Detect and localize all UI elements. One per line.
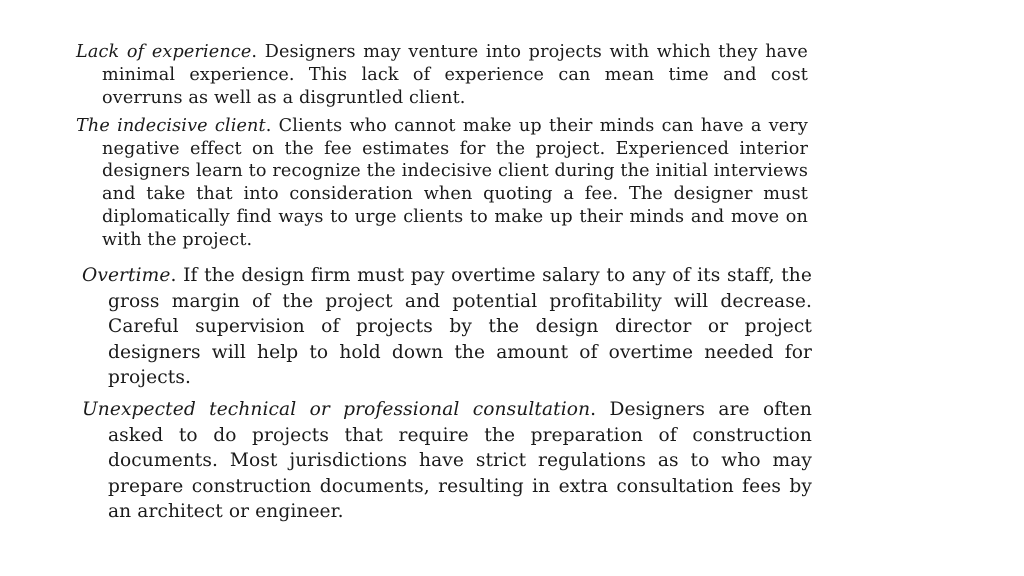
entry-text: . Designers may venture into projects with which they have minimal experience. This lack of experience can mean time and cost overruns as well as a disgruntled client.: [102, 42, 808, 108]
entry-text: . Designers are often asked to do projects that require the preparation of construction documents. Most jurisdictions have strict regulations as to who may prepare construction documents, resulting in extra consultation fees by an architect or engineer.: [108, 399, 812, 523]
entry-term: The indecisive client: [76, 116, 266, 136]
entry-unexpected-consultation: [82, 397, 812, 525]
entry-term: Lack of experience: [76, 42, 252, 62]
entry-overtime: [82, 263, 812, 391]
entry-text: . If the design firm must pay overtime salary to any of its staff, the gross margin of the project and potential profitability will decrease. Careful supervision of projects by the design director or project designers will help to hold down the amount of overtime needed for projects.: [108, 265, 812, 389]
entry-text: . Clients who cannot make up their minds can have a very negative effect on the fee estimates for the project. Experienced interior designers learn to recognize the indecisive client during the initial interviews and take that into consideration when quoting a fee. The designer must diplomatically find ways to urge clients to make up their minds and move on with the project.: [102, 116, 809, 250]
entry-term: Overtime: [82, 265, 171, 286]
entry-indecisive-client: [76, 115, 808, 251]
entry-lack-of-experience: [76, 41, 808, 110]
entry-term: Unexpected technical or professional consultation: [82, 399, 591, 420]
